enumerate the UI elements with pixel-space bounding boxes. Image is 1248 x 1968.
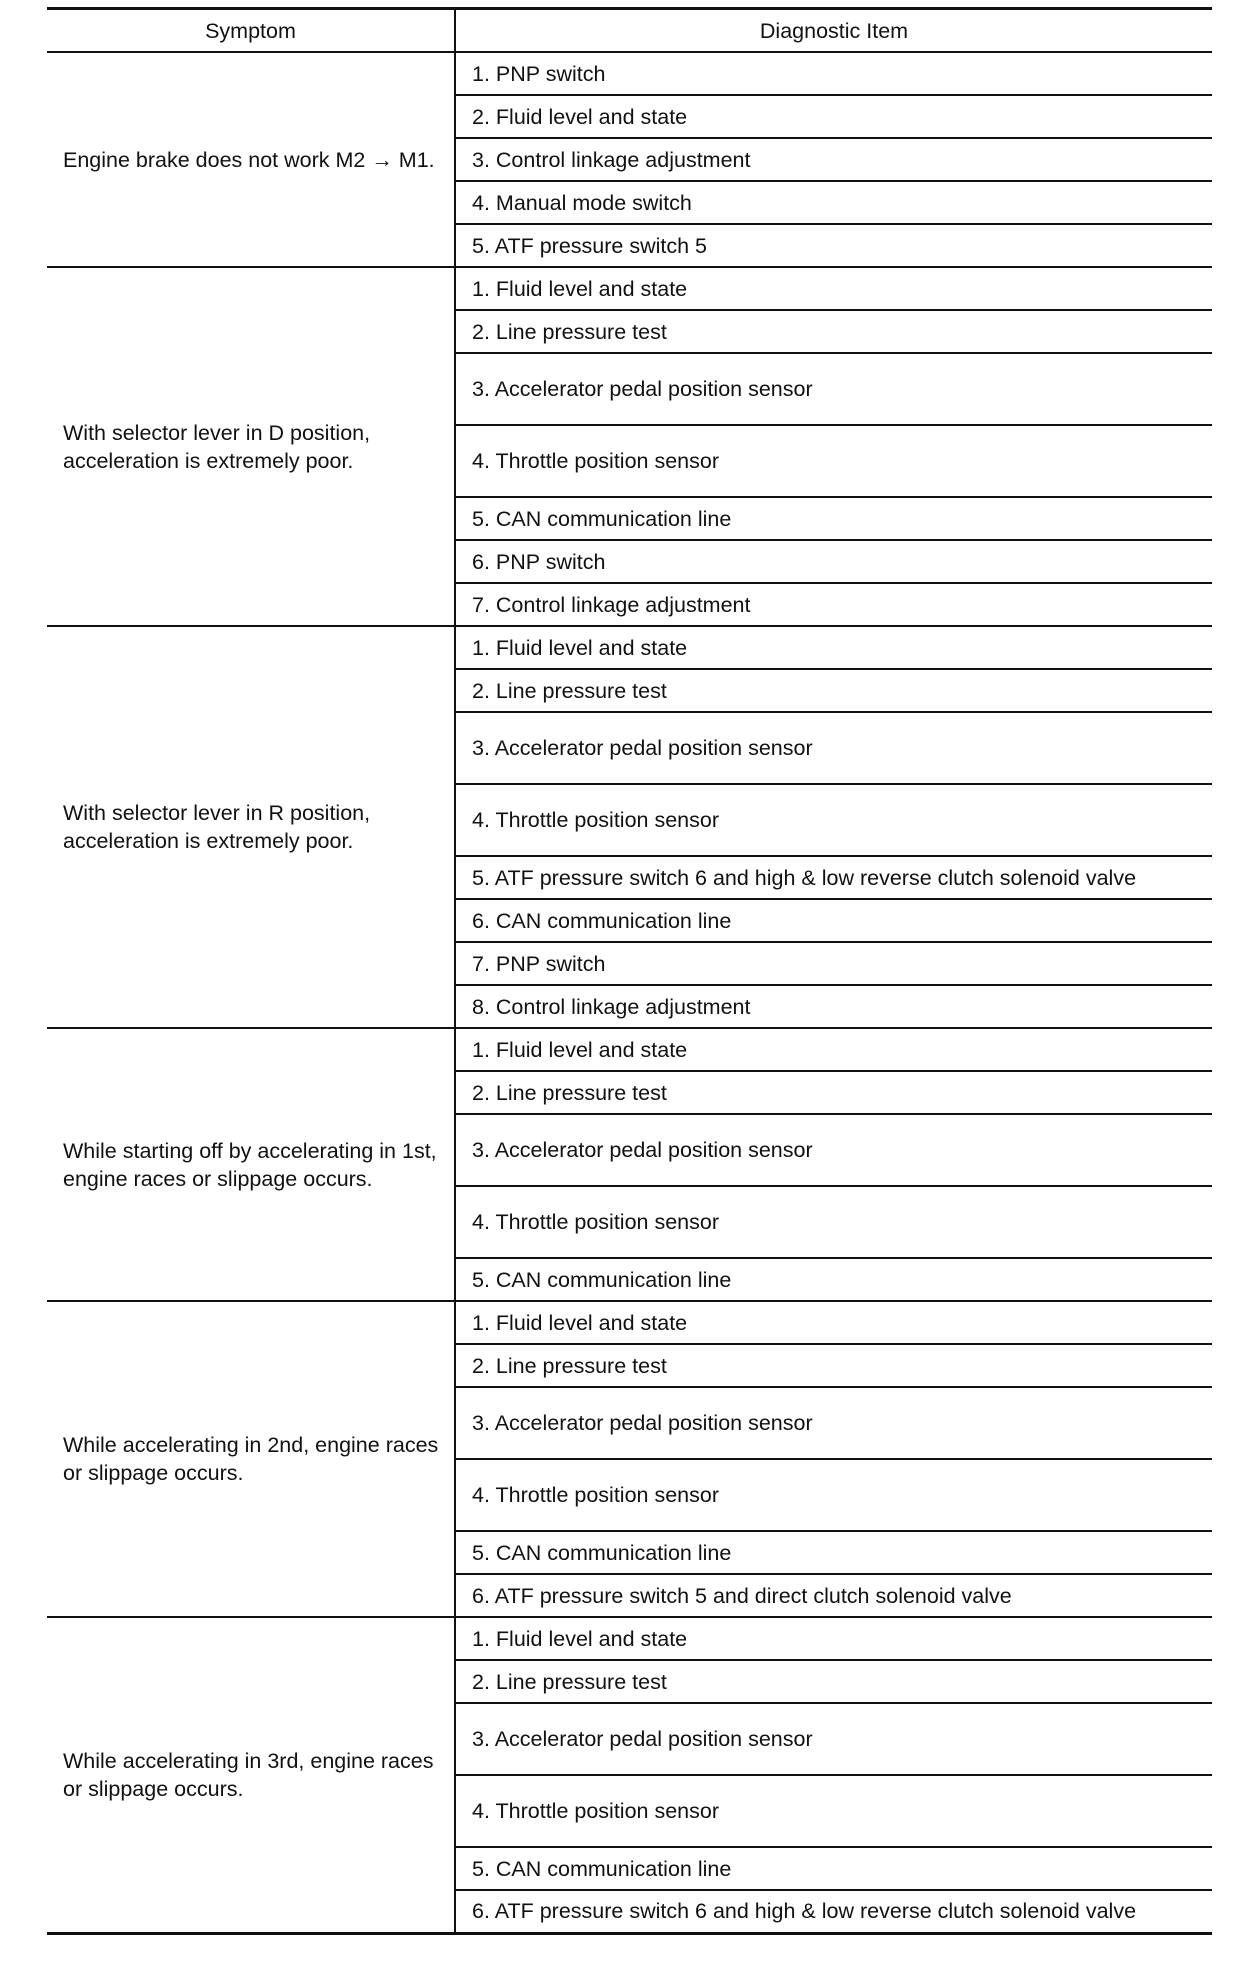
diagnostic-item-cell: 1. Fluid level and state bbox=[455, 1301, 1212, 1344]
diagnostic-item-cell: 5. ATF pressure switch 5 bbox=[455, 224, 1212, 267]
diagnostic-item-cell: 6. PNP switch bbox=[455, 540, 1212, 583]
symptom-cell: While starting off by accelerating in 1st, engine races or slippage occurs. bbox=[47, 1028, 455, 1301]
diagnostic-item-cell: 4. Throttle position sensor bbox=[455, 425, 1212, 497]
symptom-column-header: Symptom bbox=[47, 9, 455, 53]
diagnostic-item-cell: 2. Line pressure test bbox=[455, 669, 1212, 712]
diagnostic-item-cell: 2. Line pressure test bbox=[455, 310, 1212, 353]
diagnostic-item-cell: 4. Manual mode switch bbox=[455, 181, 1212, 224]
diagnosis-table bbox=[47, 7, 1212, 1935]
diagnostic-item-cell: 8. Control linkage adjustment bbox=[455, 985, 1212, 1028]
table-row bbox=[47, 626, 1212, 669]
diagnostic-item-cell: 6. ATF pressure switch 5 and direct clutch solenoid valve bbox=[455, 1574, 1212, 1617]
diagnostic-item-cell: 6. ATF pressure switch 6 and high & low reverse clutch solenoid valve bbox=[455, 1890, 1212, 1933]
symptom-cell: While accelerating in 2nd, engine races or slippage occurs. bbox=[47, 1301, 455, 1617]
table-row bbox=[47, 52, 1212, 95]
table-header-row bbox=[47, 9, 1212, 53]
table-row bbox=[47, 1028, 1212, 1071]
table-row bbox=[47, 1301, 1212, 1344]
diagnostic-item-column-header: Diagnostic Item bbox=[455, 9, 1212, 53]
diagnosis-table-container bbox=[47, 7, 1212, 1935]
diagnostic-item-cell: 2. Line pressure test bbox=[455, 1071, 1212, 1114]
diagnostic-item-cell: 3. Accelerator pedal position sensor bbox=[455, 712, 1212, 784]
symptom-cell: With selector lever in D position, acceleration is extremely poor. bbox=[47, 267, 455, 626]
diagnostic-item-cell: 4. Throttle position sensor bbox=[455, 1775, 1212, 1847]
diagnostic-item-cell: 4. Throttle position sensor bbox=[455, 1459, 1212, 1531]
diagnostic-item-cell: 5. CAN communication line bbox=[455, 1258, 1212, 1301]
diagnostic-item-cell: 1. PNP switch bbox=[455, 52, 1212, 95]
diagnostic-item-cell: 1. Fluid level and state bbox=[455, 1028, 1212, 1071]
symptom-cell: While accelerating in 3rd, engine races or slippage occurs. bbox=[47, 1617, 455, 1933]
diagnostic-item-cell: 3. Accelerator pedal position sensor bbox=[455, 1114, 1212, 1186]
diagnostic-item-cell: 5. CAN communication line bbox=[455, 497, 1212, 540]
symptom-cell: Engine brake does not work M2 → M1. bbox=[47, 52, 455, 267]
diagnostic-item-cell: 5. ATF pressure switch 6 and high & low reverse clutch solenoid valve bbox=[455, 856, 1212, 899]
symptom-cell: With selector lever in R position, acceleration is extremely poor. bbox=[47, 626, 455, 1028]
diagnostic-item-cell: 3. Accelerator pedal position sensor bbox=[455, 1387, 1212, 1459]
diagnostic-item-cell: 2. Line pressure test bbox=[455, 1660, 1212, 1703]
diagnostic-item-cell: 3. Accelerator pedal position sensor bbox=[455, 353, 1212, 425]
diagnostic-item-cell: 7. PNP switch bbox=[455, 942, 1212, 985]
diagnostic-item-cell: 1. Fluid level and state bbox=[455, 1617, 1212, 1660]
diagnostic-item-cell: 1. Fluid level and state bbox=[455, 267, 1212, 310]
diagnostic-item-cell: 2. Line pressure test bbox=[455, 1344, 1212, 1387]
diagnostic-item-cell: 4. Throttle position sensor bbox=[455, 784, 1212, 856]
diagnostic-item-cell: 5. CAN communication line bbox=[455, 1531, 1212, 1574]
table-row bbox=[47, 1617, 1212, 1660]
diagnostic-item-cell: 7. Control linkage adjustment bbox=[455, 583, 1212, 626]
diagnostic-item-cell: 5. CAN communication line bbox=[455, 1847, 1212, 1890]
diagnostic-item-cell: 2. Fluid level and state bbox=[455, 95, 1212, 138]
diagnostic-item-cell: 1. Fluid level and state bbox=[455, 626, 1212, 669]
diagnostic-item-cell: 3. Accelerator pedal position sensor bbox=[455, 1703, 1212, 1775]
table-row bbox=[47, 267, 1212, 310]
diagnostic-item-cell: 3. Control linkage adjustment bbox=[455, 138, 1212, 181]
diagnostic-item-cell: 4. Throttle position sensor bbox=[455, 1186, 1212, 1258]
diagnostic-item-cell: 6. CAN communication line bbox=[455, 899, 1212, 942]
